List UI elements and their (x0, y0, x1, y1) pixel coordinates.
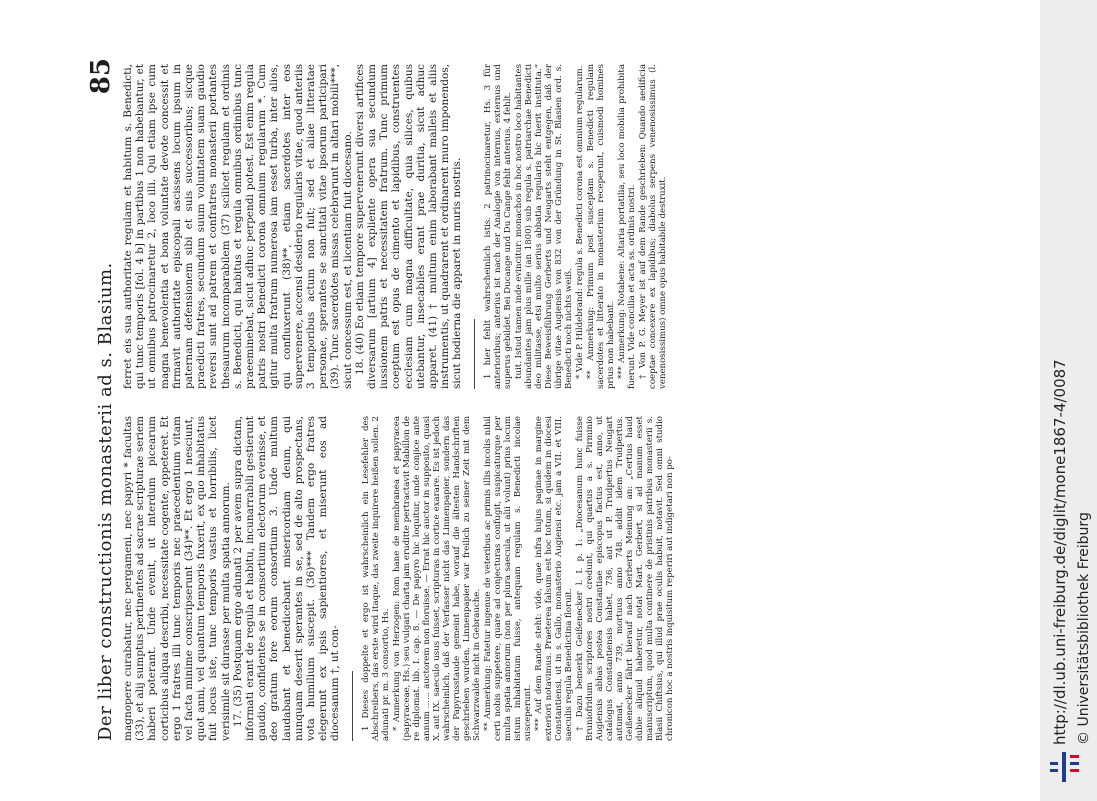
right-column (122, 64, 669, 389)
footnote: † Von P. G. Meyer ist auf dem Rande geschrieben: Quando aedificia coeptae concexere ex lapidibus; diabolus serpens venenosissimus (l. venenosissimus) omne opus habitabile destruxit. (637, 64, 668, 389)
footnote-rule (474, 319, 475, 389)
page-number: 85 (86, 58, 116, 95)
footnote: 1 Dieses doppelte et ergo ist wahrscheinlich ein Lesefehler des Abschreibers, das erste wird itaque, das zweite inquirere heißen sollen. 2 adunati pr. m. 3 consortio, Hs. (360, 416, 391, 741)
copyright-notice: © Universitätsbibliothek Freiburg (1076, 512, 1092, 745)
footnote: ** Anmerkung: Fatetur ingenue de veteribus ac primis illis incolis nihil certi nobis suppetere, quare ad conjecturas confugit, suspicaturque per multa spatia annorum (non per plura saecula, ut alii volunt) prius locum istum inhabitatum fuisse, antequam regulam s. Benedicti incolae susceperunt. (482, 416, 533, 741)
footnotes (361, 416, 675, 741)
source-url-link[interactable]: http://dl.ub.uni-freiburg.de/diglit/mone1867-4/0087 (1051, 359, 1069, 745)
paragraph: 18. (40) Eo etiam tempore supervenerunt diversi artifices diversarum [artium 4] expliente opera sua secundum iussionem patris et necessitatem fratrum. Tunc primum coeptum est opus de cimento et lapidibus, construentes ecclesiam cum magna difficultate, quia silices, quibus utebantur, insecabiles erant prae duritia, sicut adhuc apparet. (41) † multum enim laborabant malleis et aliis instrumentis, ut quadrarent et ordinarent muro imponendos, sicut hodierna die apparet in muris nostris. (353, 64, 464, 389)
footnote: † Dazu bemerkt Geißenecker l. I. p. 1: „Diocesanum hunc fuisse Bruniofridum scriptores nostri credunt, qui quartus a s. Pirminio Augiensis abbas postea Constantiae episcopus factus est, anno, ut catalogus Constantiensis habet, 736, aut ut P. Trudpertus Neugart autumat, anno 739, mortuus anno 748. addit idem Trudpertus. Geißenecker fährt hierauf nach Gerberts Meinung an: „Certius haud dubie aliquid haberetur, notat Mart. Gerbert, si ad manum esset manuscriptum, quod multa continere de pristinis patribus monasterii s. Blasii Chiftsius, qui illud prae oculis habuit, notavit. Sed omni studio chronicon hoc a nostris inquisitum reperiri aut indigetari non po- (574, 416, 675, 741)
footnote: tuit. Istud tamen inde evincitur: monachos in hoc nostro loco habitantes abundantes jam plus mille (an 1800) sub regula s. patriarchae Benedicti deo militasse, etsi multo serius abbatia regularis hic fuerit instituta.“ Diese Beweisführung Gerberts und Neugarts steht entgegen, daß der übrige vitae Augiensis von 832 von der Gründung in St. Blasien ord. s. Benedicti noch nichts weiß. (513, 64, 574, 389)
page-header (76, 58, 116, 741)
paragraph: magnopere curabatur, nec pergameni, nec papyri * facultas (33), et alij sumptus pertinentes ad sacrae scripturae seriem haberi poterant. Unde evenit, ut interdum picearum corticibus aliqua describi, necessitate cogente, oppeteret. Et ergo 1 fratres illi tunc temporis nec praecedentium vitam vel facta minime conscripserunt (34)**. Et ergo 1 nesciunt, quot anni, vel quantum temporis fuxerit, ex quo inhabitatus fuit locus iste, tunc temporis vastus et horribilis, licet verisimile sit durasse per multa spatia annorum. (122, 416, 232, 741)
footnote: *** Auf dem Rande steht: vide, quae infra hujus paginae in margine exteriori notavimus. Praeterea falsum est hoc totum, si quidem in diocesi Constantiensi, ut in s. Gallo, monasterio Augiensi etc. jam a VII. et VIII. saeculis regula Benedictina floruit. (533, 416, 574, 741)
paragraph: 17. (35) Postquam ergo adunati 2 per avem supra dictam, informati erant de regula et habitu, incunarrabili gestierunt gaudio, confidentes se in consortium electorum evenisse, et deo gratum fore eorum consortium 3. Unde multum laudabant et benedicebant misericordiam deum, qui nunquam deserit sperantes in se, sed de alto prospectans, vota humilium suscepit. (36)*** Tandem ergo fratres elegerunt ex ipsis sapientiores, et miserunt eos ad diocesanum †, ut con- (231, 416, 342, 741)
footnote: *** Anmerkung: Notabene: Altaria portatilia, seu loco mobilia prohibita fuerunt. Vide concilia et acta ss. ordinis nostri. (616, 64, 637, 389)
footnote: * Vide P. Hildebrand: regula s. Benedicti corona est omnium regularum. (574, 65, 585, 379)
footnote: ** Anmerkung: Primum post susceptam s. Benedicti regulam sacerdotes et litterato in monasterium receperunt, cuismodi homines prius non habebant. (585, 64, 616, 389)
footnotes (483, 64, 668, 389)
footnote: * Anmerkung von Herzogen: Rom hane de membranea et papyracea (papyraceae, Hs.) seu vulgari charta jam eruditte pertractavit Mabillon de re diplomat. lib. I. cap. 8. — De papyro hic loquitur, unde conjice ante annum ...... auctorem non floruisse. — Errat hic auctor in supposito, quasi X. aut IX. saeculo usus fuisset, scripturas in cortice exarare. Es ist jedoch wahrscheinlich, daß der Verfasser nicht das Linnenpapier, sondern das der Papyrusstaude gemeint habe, worauf die ältesten Handschriften geschrieben wurden. Linnenpapier war freilich zu seiner Zeit mit dem Schwarzwalde nicht in Gebrauche. (391, 416, 482, 741)
footnote: 1 hier fehlt wahrscheinlich istis. 2 patrinocinaretur, Hs. 3 für anterioribus; anterius ist nach der Analogie von internus, externus und superus gebildet. Bei Ducange und Du Cange fehlt anterius. 4 fehlt. (482, 64, 513, 389)
footnote-rule (352, 671, 353, 741)
ub-freiburg-logo-icon (1048, 748, 1088, 786)
paragraph: ferret eis sua authoritate regulam et habitum s. Benedicti, qui tunc temporis [fol. 4 b] in partibus 1 non habebantur, et ut omnibus patrocinaretur 2, loco illi. Qui etiam ipse cum magna benevolentia et bona voluntate devote concessit et firmavit authoritate episcopali ascissens locum ipsum in paternam defensionem sibi et suis successoribus; sicque praedicti fratres, secundum suum voluntatem suam gaudio reversi sunt ad patrem et confratres monasterii portantes thesaurum incomparabilem (37) scilicet regulam et ordinis s. Benedicti, qui habitus et regula omnibus ordinibus tunc praeeminebat, sicut adhuc perpendi potest. Est enim regula patris nostri Benedicti corona omnium regularum *. Cum igitur multa fratrum numerosa iam esset turba, inter alios, qui confluxerunt (38)**, etiam sacerdotes inter eos supervenere, accensi desiderio regularis vitae, quod anteriis 3 temporibus actum non fuit; sed et aliae litteratae personae, sperantes se sanctitati vitae ipsorum participari (39). Tunc sacerdotes missas celebrarunt in altari mobili***, sicut concessum est, et licentiam fuit diocesano. (122, 64, 354, 389)
library-sidebar (1040, 0, 1097, 801)
running-title: Der liber constructionis monasterii ad s. Blasium. (95, 262, 116, 741)
left-column (122, 416, 676, 741)
